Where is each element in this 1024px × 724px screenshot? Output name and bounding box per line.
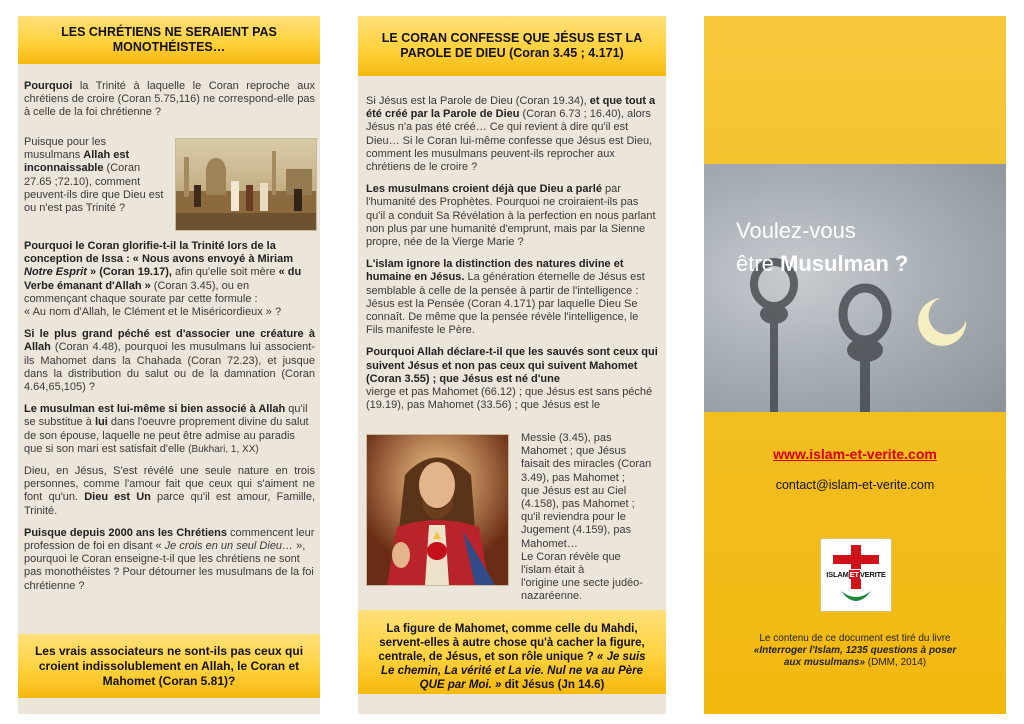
jesus-portrait — [366, 434, 509, 586]
left-p7: Puisque depuis 2000 ans les Chrétiens commencent leur profession de foi en disant « Je crois en un seul Dieu… », pourquoi le Coran enseigne-t-il que les chrétiens ne sont pas monothéistes ? Pour détourner les musulmans de la foi chrétienne ? — [24, 526, 315, 592]
middle-p3: L'islam ignore la distinction des natures divine et humaine en Jésus. La génération éternelle de Jésus est semblable à celle de la pensée à partir de l'intelligence : Jésus est la Pensée (Coran 4.171) par laquelle Dieu Se connaît. De même que la pensée révèle l'intelligence, le Fils manifeste le Père. — [366, 258, 645, 337]
left-body — [24, 80, 315, 129]
website-link[interactable]: www.islam-et-verite.com — [773, 446, 937, 462]
middle-p4: Pourquoi Allah déclare-t-il que les sauvés sont ceux qui suivent Jésus et non pas ceux qui suivent Mahomet (Coran 3.55) ; que Jésus est né d'une vierge et pas Mahomet (66.12) ; que Jésus est sans péché (19.19), pas Mahomet (33.56) ; que Jésus est le — [366, 346, 658, 412]
left-p1: Pourquoi la Trinité à laquelle le Coran reproche aux chrétiens de croire (Coran 5.75,116) ne correspond-elle pas à celle de la foi chrétienne ? — [24, 80, 315, 119]
left-body-2 — [24, 240, 315, 602]
cover-panel — [704, 16, 1006, 714]
hero-image — [704, 164, 1006, 412]
logo-text: ISLAMETVERITE — [826, 570, 886, 579]
middle-heading-line1: LE CORAN CONFESSE QUE JÉSUS EST LA — [381, 31, 643, 45]
hero-title-line2: être Musulman ? — [736, 251, 909, 276]
middle-heading — [358, 16, 666, 76]
middle-p1: Si Jésus est la Parole de Dieu (Coran 19.34), et que tout a été créé par la Parole de Dieu (Coran 6.73 ; 16.40), alors Jésus n'a pas été créé… Ce qui revient à dire qu'il est Dieu… Si le Coran lui-même confesse que Jésus est Dieu, comment les musulmans peuvent-ils reprocher aux chrétiens de le croire ? — [366, 95, 656, 174]
left-p3-formula: « Au nom d'Allah, le Clément et le Miséricordieux » ? — [24, 306, 282, 319]
hero-title-line1: Voulez-vous — [736, 218, 856, 243]
left-p5: Le musulman est lui-même si bien associé à Allah qu'il se substitue à lui dans l'oeuvre proprement divine du salut de son épouse, laquelle ne peut être admise au paradis que si son mari est satisfait d'elle (Bukhari, 1, XX) — [24, 403, 309, 455]
contact-email[interactable]: contact@islam-et-verite.com — [775, 478, 935, 492]
islam-et-verite-logo — [820, 538, 892, 612]
left-p4: Si le plus grand péché est d'associer une créature à Allah (Coran 4.48), pourquoi les musulmans lui associent-ils Mahomet dans la Chahada (Coran 72.23), et jusque dans la distribution du salut ou de la damnation (Coran 4.64,65,105) ? — [24, 328, 315, 394]
mosque-painting — [175, 138, 317, 231]
middle-footer: La figure de Mahomet, comme celle du Mahdi, servent-elles à autre chose qu'à cacher la figure, centrale, de Jésus, et son rôle unique ? « Je suis Le chemin, La vérité et La vie. Nul ne va au Père QUE par Moi. » dit Jésus (Jn 14.6) — [358, 610, 666, 694]
middle-wrap-text: Messie (3.45), pas Mahomet ; que Jésus faisait des miracles (Coran 3.49), pas Mahomet ; que Jésus est au Ciel (4.158), pas Mahomet ; qu'il reviendra pour le Jugement (4.159), pas Mahomet… Le Coran révèle que l'islam était à l'origine une secte judéo- nazaréenne. — [521, 432, 652, 603]
book-credit: Le contenu de ce document est tiré du livre «Interroger l'Islam, 1235 questions à poser aux musulmans» (DMM, 2014) — [753, 633, 957, 668]
middle-heading-line2: PAROLE DE DIEU (Coran 3.45 ; 4.171) — [400, 46, 624, 60]
left-heading-text: LES CHRÉTIENS NE SERAIENT PAS MONOTHÉISTES… — [61, 25, 277, 54]
left-footer — [18, 634, 320, 698]
middle-p2: Les musulmans croient déjà que Dieu a parlé par l'humanité des Prophètes. Pourquoi ne croiraient-ils pas qu'il a conduit Sa Révélation à la perfection en nous parlant non plus par une humanité d'emprunt, mais par la Sienne propre, née de la Vierge Marie ? — [366, 183, 656, 249]
hero-title — [736, 214, 908, 280]
left-p2: Puisque pour les musulmans Allah est inconnaissable (Coran 27.65 ;72.10), comment peuvent-ils dire que Dieu est ou n'est pas Trinité ? — [24, 136, 164, 215]
mosque-painting-image — [176, 139, 316, 230]
left-footer-text: Les vrais associateurs ne sont-ils pas ceux qui croient indissolublement en Allah, le Coran et Mahomet (Coran 5.81)? — [34, 643, 304, 688]
left-heading — [18, 16, 320, 64]
middle-body — [366, 95, 658, 412]
left-p6: Dieu, en Jésus, S'est révélé une seule nature en trois personnes, comme l'amour fait que ceux qui s'aiment ne font qu'un. Dieu est Un parce qu'il est amour, Famille, Trinité. — [24, 465, 315, 517]
jesus-portrait-image — [367, 435, 508, 585]
minaret-crescent-image — [704, 164, 1006, 412]
left-p3: Pourquoi le Coran glorifie-t-il la Trinité lors de la conception de Issa : « Nous avons envoyé à Miriam Notre Esprit » (Coran 19.17), afin qu'elle soit mère « du Verbe émanant d'Allah » (Coran 3.45), ou en commençant chaque sourate par cette formule : « Au nom d'Allah, le Clément et le Miséricordieux » ? — [24, 240, 302, 319]
